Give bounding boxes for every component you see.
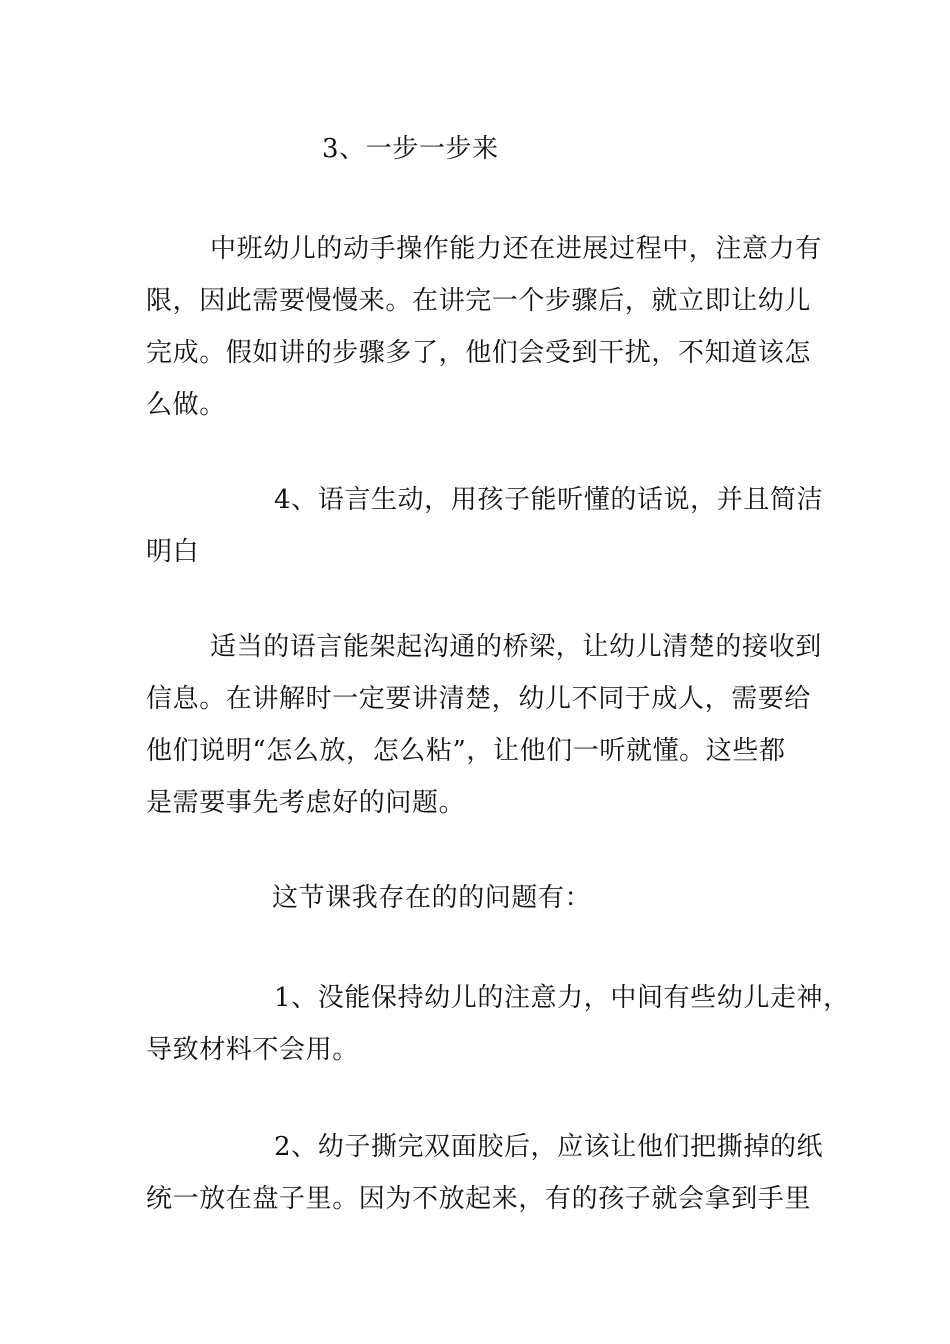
paragraph-line: 信息。在讲解时一定要讲清楚，幼儿不同于成人，需要给 (146, 684, 812, 714)
problem-item-1-cont: 导致材料不会用。 (146, 1035, 359, 1065)
paragraph-line: 限，因此需要慢慢来。在讲完一个步骤后，就立即让幼儿 (146, 286, 812, 316)
paragraph-line: 完成。假如讲的步骤多了，他们会受到干扰，不知道该怎 (146, 338, 812, 368)
section-heading-3: 3、一步一步来 (322, 134, 499, 164)
paragraph-line: 中班幼儿的动手操作能力还在进展过程中，注意力有 (210, 234, 822, 264)
problems-intro: 这节课我存在的的问题有： (272, 883, 592, 913)
section-heading-4-cont: 明白 (146, 537, 200, 567)
paragraph-line: 适当的语言能架起沟通的桥梁，让幼儿清楚的接收到 (210, 632, 822, 662)
paragraph-line: 他们说明“怎么放，怎么粘”，让他们一听就懂。这些都 (146, 736, 786, 766)
problem-item-2: 2、幼子撕完双面胶后，应该让他们把撕掉的纸 (274, 1132, 824, 1162)
problem-item-1: 1、没能保持幼儿的注意力，中间有些幼儿走神， (274, 983, 850, 1013)
paragraph-line: 么做。 (146, 390, 226, 420)
section-heading-4: 4、语言生动，用孩子能听懂的话说，并且简洁 (274, 485, 824, 515)
paragraph-line: 是需要事先考虑好的问题。 (146, 788, 466, 818)
problem-item-2-cont: 统一放在盘子里。因为不放起来，有的孩子就会拿到手里 (146, 1184, 812, 1214)
